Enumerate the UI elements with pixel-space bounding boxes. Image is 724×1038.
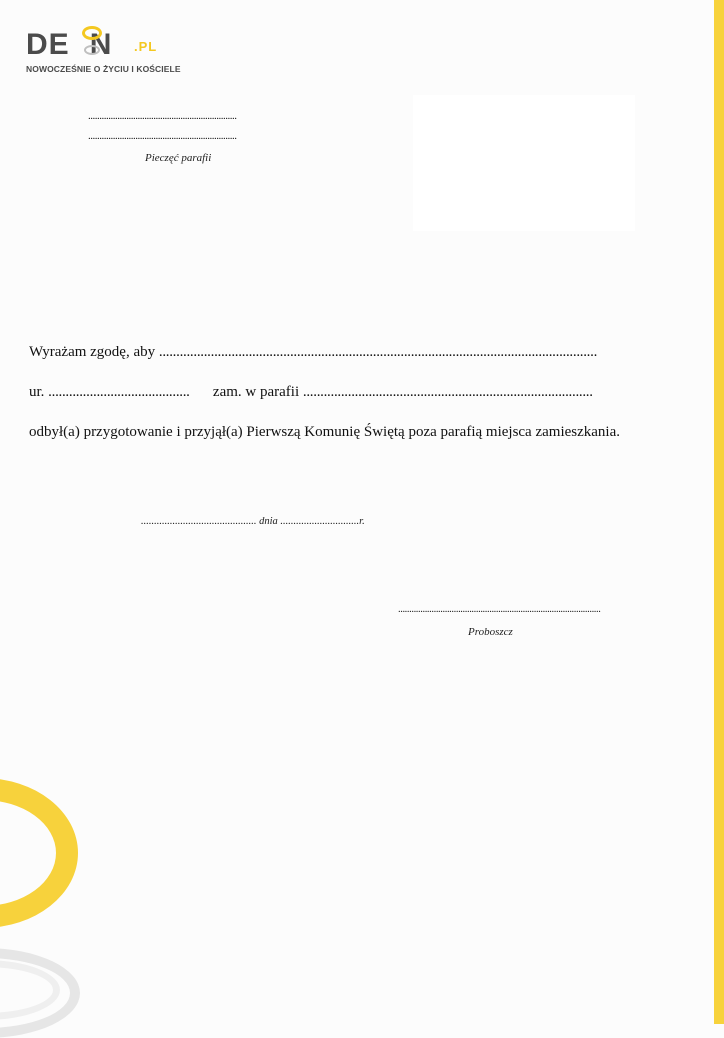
parish-fill-line: .................................................................................... — [302, 384, 593, 400]
stamp-dotted-line-2: .................................................................. — [88, 130, 237, 142]
name-fill-line: ............................................................................................................................... — [158, 344, 598, 360]
birth-fill-line: ......................................... — [48, 384, 190, 400]
decorative-yellow-arc — [0, 778, 78, 928]
consent-line-3: odbył(a) przygotowanie i przyjął(a) Pierwszą Komunię Świętą poza parafią miejsca zamieszkania. — [29, 424, 621, 440]
logo-o-base-icon — [84, 45, 100, 55]
consent-text: Wyrażam zgodę, aby — [29, 344, 156, 360]
signature-caption: Proboszcz — [468, 626, 513, 638]
logo-o-ring-icon — [82, 26, 102, 40]
date-line — [141, 516, 365, 527]
year-suffix: r. — [359, 516, 365, 527]
stamp-dotted-line-1: .................................................................. — [88, 110, 237, 122]
signature-line: ........................................................................................... — [398, 604, 601, 615]
deon-logo — [26, 26, 226, 76]
place-fill-line: ............................................ — [141, 516, 257, 527]
consent-line-2 — [29, 384, 619, 401]
date-label: dnia — [259, 516, 278, 527]
yellow-edge-stripe — [714, 0, 724, 1024]
logo-tagline: NOWOCZEŚNIE O ŻYCIU I KOŚCIELE — [26, 64, 181, 74]
stamp-caption: Pieczęć parafii — [145, 152, 212, 164]
consent-line-1 — [29, 344, 629, 361]
residence-parish-label: zam. w parafii — [212, 384, 300, 400]
logo-wordmark: DE N — [26, 28, 113, 61]
stamp-box — [413, 95, 635, 231]
date-fill-line: .............................. — [280, 516, 360, 527]
birth-label: ur. — [29, 384, 45, 400]
logo-domain: .PL — [134, 39, 158, 54]
